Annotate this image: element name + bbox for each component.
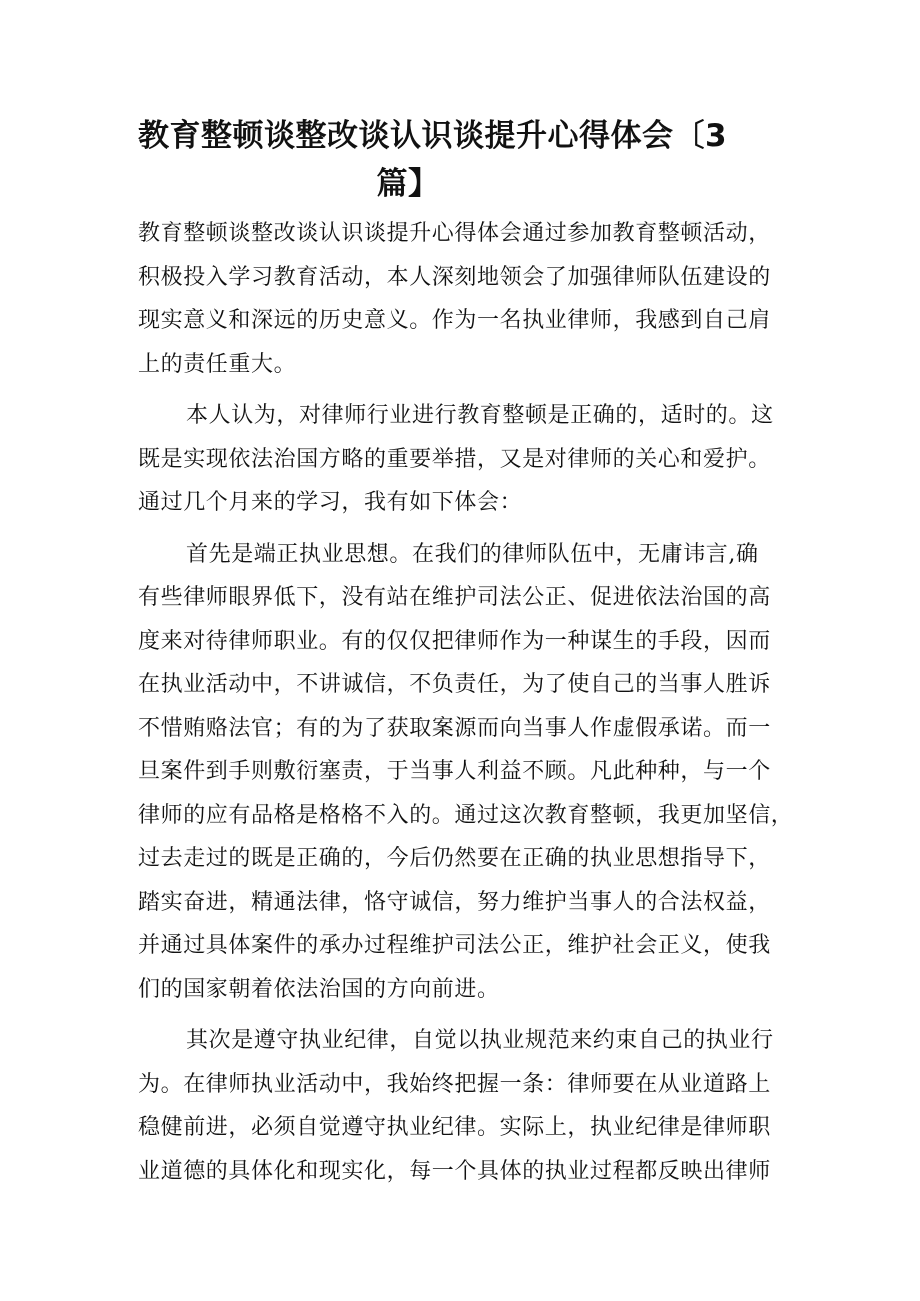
document-body [138,212,794,1193]
paragraph [138,394,788,525]
paragraph-line: 业道德的具体化和现实化，每一个具体的执业过程都反映出律师 [138,1158,771,1184]
paragraph-line: 通过几个月来的学习，我有如下体会： [138,490,523,515]
paragraph-line: 首先是端正执业思想。在我们的律师队伍中，无庸讳言,确 [186,541,759,567]
paragraph [138,533,794,1012]
title-line: 篇】 [376,166,440,202]
paragraph-line: 过去走过的既是正确的，今后仍然要在正确的执业思想指导下， [138,846,771,871]
paragraph-line: 律师的应有品格是格格不入的。通过这次教育整顿，我更加坚信， [138,802,794,828]
paragraph-line: 本人认为，对律师行业进行教育整顿是正确的，适时的。这 [186,403,774,428]
paragraph-gap [138,1011,788,1019]
title-line: 教育整顿谈整改谈认识谈提升心得体会〔3 [138,118,728,154]
paragraph-line: 度来对待律师职业。有的仅仅把律师作为一种谋生的手段，因而 [138,628,771,654]
paragraph [138,1019,788,1193]
paragraph-line: 旦案件到手则敷衍塞责，于当事人利益不顾。凡此种种，与一个 [138,759,771,784]
paragraph-line: 稳健前进，必须自觉遵守执业纪律。实际上，执业纪律是律师职 [138,1115,771,1140]
paragraph-line: 现实意义和深远的历史意义。作为一名执业律师，我感到自己肩 [138,308,771,333]
paragraph-line: 并通过具体案件的承办过程维护司法公正，维护社会正义，使我 [138,933,771,958]
paragraph-line: 其次是遵守执业纪律，自觉以执业规范来约束自己的执业行 [186,1028,774,1053]
paragraph-gap [138,525,788,533]
paragraph-line: 们的国家朝着依法治国的方向前进。 [138,976,500,1002]
paragraph-line: 既是实现依法治国方略的重要举措，又是对律师的关心和爱护。 [138,446,771,472]
paragraph-line: 上的责任重大。 [138,351,297,377]
paragraph-line: 教育整顿谈整改谈认识谈提升心得体会通过参加教育整顿活动， [138,221,771,246]
paragraph-line: 在执业活动中，不讲诚信，不负责任，为了使自己的当事人胜诉 [138,672,771,697]
paragraph-line: 踏实奋进，精通法律，恪守诚信，努力维护当事人的合法权益， [138,889,771,915]
paragraph-line: 有些律师眼界低下，没有站在维护司法公正、促进依法治国的高 [138,585,771,610]
document-title [138,112,758,208]
paragraph-line: 积极投入学习教育活动，本人深刻地领会了加强律师队伍建设的 [138,264,771,290]
paragraph-line: 为。在律师执业活动中，我始终把握一条：律师要在从业道路上 [138,1071,771,1097]
paragraph-line: 不惜贿赂法官；有的为了获取案源而向当事人作虚假承诺。而一 [138,715,771,741]
paragraph [138,212,788,386]
paragraph-gap [138,386,788,394]
